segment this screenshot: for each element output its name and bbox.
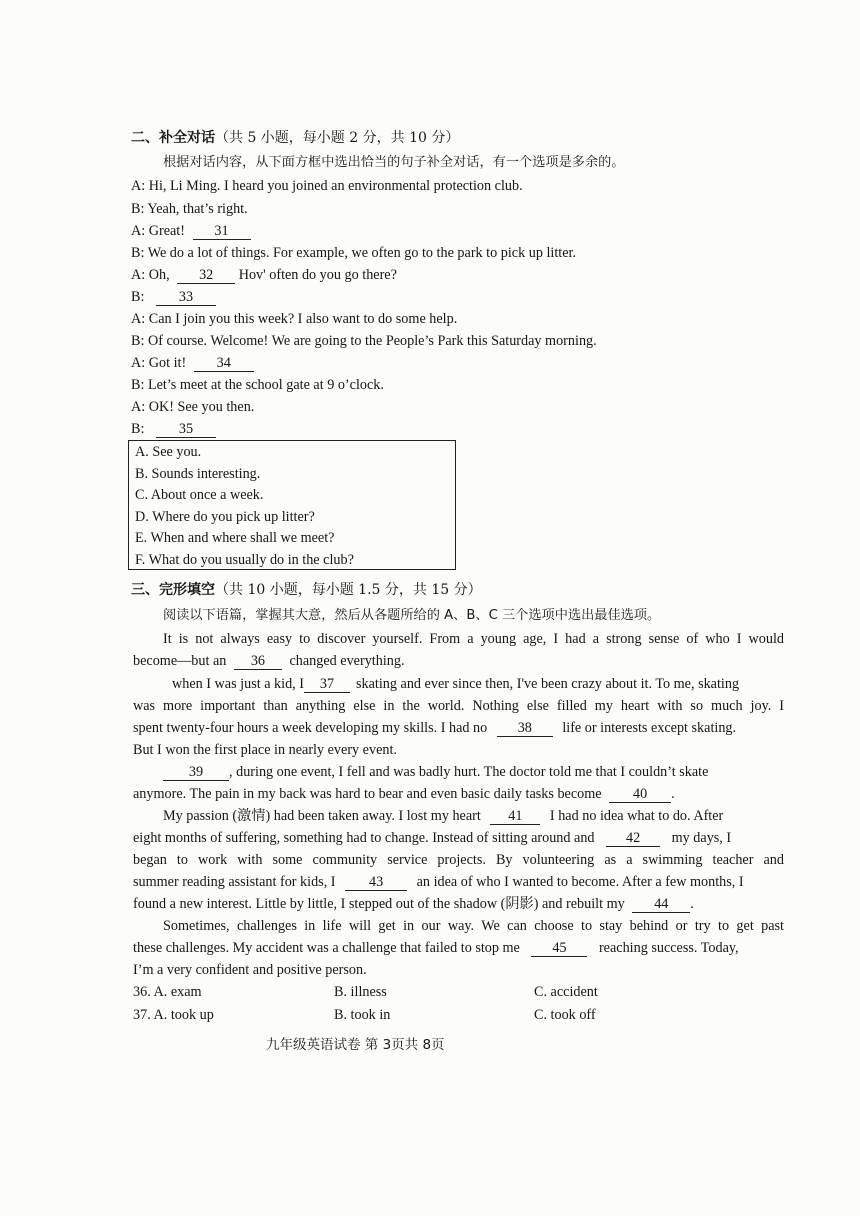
passage-line: It is not always easy to discover yourself. From a young age, I had a strong sense of who I would xyxy=(163,631,784,647)
passage-line: when I was just a kid, I 37 skating and ever since then, I've been crazy about it. To me, skating xyxy=(172,676,740,692)
dialogue-line: A: Oh, 32 Hov' often do you go there? xyxy=(131,267,397,283)
section-title: 完形填空 xyxy=(159,582,215,598)
option-f[interactable]: F. What do you usually do in the club? xyxy=(135,552,354,568)
question-36-option-c[interactable]: C. accident xyxy=(534,984,598,1000)
option-e[interactable]: E. When and where shall we meet? xyxy=(135,530,335,546)
blank-42[interactable]: 42 xyxy=(606,831,660,847)
blank-37[interactable]: 37 xyxy=(304,677,350,693)
dialogue-line: A: Great! 31 xyxy=(131,222,251,240)
passage-line: anymore. The pain in my back was hard to bear and even basic daily tasks become 40 . xyxy=(133,786,675,802)
dialogue-line: A: Got it! 34 xyxy=(131,354,254,372)
section-title: 补全对话 xyxy=(159,130,215,146)
dialogue-line: B: Let’s meet at the school gate at 9 o’clock. xyxy=(131,377,384,393)
question-37-option-c[interactable]: C. took off xyxy=(534,1007,596,1023)
blank-40[interactable]: 40 xyxy=(609,787,671,803)
question-37-option-b[interactable]: B. took in xyxy=(334,1007,391,1023)
passage-line: I’m a very confident and positive person. xyxy=(133,962,367,978)
blank-33[interactable]: 33 xyxy=(156,290,216,306)
passage-line: these challenges. My accident was a challenge that failed to stop me 45 reaching success. Today, xyxy=(133,940,739,956)
passage-line: 39 , during one event, I fell and was badly hurt. The doctor told me that I couldn’t skate xyxy=(163,763,708,781)
option-b[interactable]: B. Sounds interesting. xyxy=(135,466,261,482)
blank-34[interactable]: 34 xyxy=(194,356,254,372)
section-number: 三、 xyxy=(131,582,159,598)
blank-35[interactable]: 35 xyxy=(156,422,216,438)
question-36-option-a[interactable]: 36. A. exam xyxy=(133,984,202,1000)
passage-line: summer reading assistant for kids, I 43 an idea of who I wanted to become. After a few months, I xyxy=(133,874,744,890)
passage-line: was more important than anything else in the world. Nothing else filled my heart with so much joy. I xyxy=(133,698,784,714)
section-score-note: （共 5 小题，每小题 2 分，共 10 分） xyxy=(215,130,460,146)
passage-line: Sometimes, challenges in life will get in our way. We can choose to stay behind or try to get past xyxy=(163,918,784,934)
dialogue-line: A: Hi, Li Ming. I heard you joined an environmental protection club. xyxy=(131,178,523,194)
blank-45[interactable]: 45 xyxy=(531,941,587,957)
page-footer: 九年级英语试卷 第 3页共 8页 xyxy=(266,1037,445,1053)
section-2-heading xyxy=(131,129,459,147)
blank-36[interactable]: 36 xyxy=(234,654,282,670)
dialogue-line: B: 33 xyxy=(131,288,216,306)
blank-32[interactable]: 32 xyxy=(177,268,235,284)
options-box xyxy=(128,440,456,570)
blank-41[interactable]: 41 xyxy=(490,809,540,825)
option-d[interactable]: D. Where do you pick up litter? xyxy=(135,509,315,525)
passage-line: found a new interest. Little by little, I stepped out of the shadow (阴影) and rebuilt my 44 . xyxy=(133,896,694,912)
section-3-instruction: 阅读以下语篇，掌握其大意，然后从各题所给的 A、B、C 三个选项中选出最佳选项。 xyxy=(163,608,661,623)
blank-38[interactable]: 38 xyxy=(497,721,553,737)
passage-line: eight months of suffering, something had to change. Instead of sitting around and 42 my days, I xyxy=(133,830,732,846)
dialogue-line: A: Can I join you this week? I also want to do some help. xyxy=(131,311,458,327)
blank-44[interactable]: 44 xyxy=(632,897,690,913)
section-number: 二、 xyxy=(131,130,159,146)
dialogue-line: B: 35 xyxy=(131,420,216,438)
option-a[interactable]: A. See you. xyxy=(135,444,202,460)
question-36-option-b[interactable]: B. illness xyxy=(334,984,387,1000)
dialogue-line: A: OK! See you then. xyxy=(131,399,255,415)
dialogue-line: B: Yeah, that’s right. xyxy=(131,201,248,217)
blank-39[interactable]: 39 xyxy=(163,765,229,781)
section-3-heading xyxy=(131,581,482,599)
passage-line: began to work with some community service projects. By volunteering as a swimming teacher and xyxy=(133,852,784,868)
passage-line: My passion (激情) had been taken away. I lost my heart 41 I had no idea what to do. After xyxy=(163,808,724,824)
question-37-option-a[interactable]: 37. A. took up xyxy=(133,1007,214,1023)
blank-31[interactable]: 31 xyxy=(193,224,251,240)
dialogue-line: B: We do a lot of things. For example, we often go to the park to pick up litter. xyxy=(131,245,577,261)
section-2-instruction: 根据对话内容，从下面方框中选出恰当的句子补全对话，有一个选项是多余的。 xyxy=(163,155,625,170)
blank-43[interactable]: 43 xyxy=(345,875,407,891)
dialogue-line: B: Of course. Welcome! We are going to the People’s Park this Saturday morning. xyxy=(131,333,597,349)
passage-line: But I won the first place in nearly every event. xyxy=(133,742,397,758)
passage-line: spent twenty-four hours a week developing my skills. I had no 38 life or interests except skating. xyxy=(133,720,737,736)
section-score-note: （共 10 小题，每小题 1.5 分，共 15 分） xyxy=(215,582,482,598)
passage-line: become—but an 36 changed everything. xyxy=(133,653,405,669)
option-c[interactable]: C. About once a week. xyxy=(135,487,264,503)
